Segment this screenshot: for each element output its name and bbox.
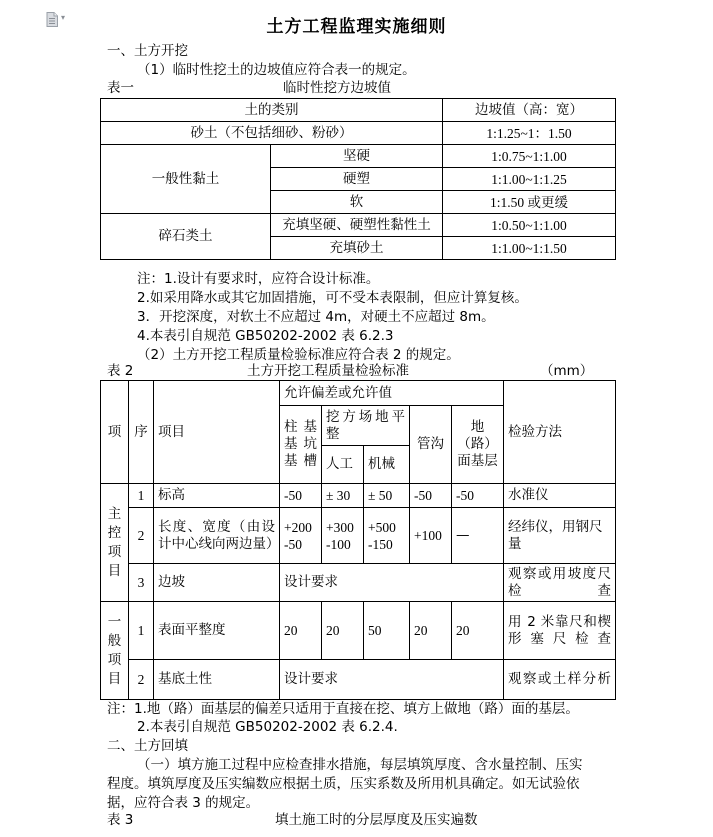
table2-cell-name: 长度、宽度（由设计中心线向两边量） — [154, 508, 280, 564]
table2-cell-pile: -50 — [280, 484, 322, 508]
table1-cell-gravel-value: 1:1.00~1:1.50 — [443, 237, 616, 260]
table1-cell-sand-value: 1:1.25~1：1.50 — [443, 122, 616, 145]
backfill-paragraph-line: （一）填方施工过程中应检查排水措施，每层填筑厚度、含水量控制、压实 — [137, 757, 583, 773]
table2-cell-ditch: +100 — [410, 508, 452, 564]
table2-cell-manual: ± 30 — [322, 484, 364, 508]
table2-cell-name: 标高 — [154, 484, 280, 508]
table2-cell-name: 边坡 — [154, 564, 280, 602]
table1-cell-clay-value: 1:0.75~1:1.00 — [443, 145, 616, 168]
table2-cell-method: 用 2 米靠尺和楔形塞尺检查 — [504, 602, 616, 660]
table2-cell-seq: 3 — [129, 564, 154, 602]
table2-label: 表 2 — [107, 363, 134, 379]
table2-group-general: 一般项目 — [101, 602, 129, 700]
table2-cell-method: 水准仪 — [504, 484, 616, 508]
table2-cell-seq: 2 — [129, 660, 154, 700]
table1-head-slope: 边坡值（高：宽） — [443, 99, 616, 122]
slope-table — [100, 98, 616, 260]
section-heading-backfill: 二、土方回填 — [107, 738, 188, 754]
table2-head-item: 项 — [101, 381, 129, 484]
table2-cell-machine: +500 -150 — [364, 508, 410, 564]
table2-cell-name: 基底土性 — [154, 660, 280, 700]
table1-cell-gravel-type: 充填坚硬、硬塑性黏性土 — [271, 214, 443, 237]
document-title: 土方工程监理实施细则 — [266, 17, 447, 37]
table3-title: 填土施工时的分层厚度及压实遍数 — [275, 812, 478, 828]
paragraph-item-1: （1）临时性挖土的边坡值应符合表一的规定。 — [137, 62, 416, 78]
table1-note: 3．开挖深度，对软土不应超过 4m，对硬土不应超过 8m。 — [137, 309, 495, 325]
table2-cell-machine: 50 — [364, 602, 410, 660]
caret-down-icon[interactable]: ▾ — [61, 13, 66, 22]
table2-cell-pile: 20 — [280, 602, 322, 660]
table1-cell-gravel: 碎石类土 — [101, 214, 271, 260]
table1-cell-clay-type: 硬塑 — [271, 168, 443, 191]
table2-cell-method: 经纬仪，用钢尺量 — [504, 508, 616, 564]
table1-cell-clay-type: 坚硬 — [271, 145, 443, 168]
table2-head-manual: 人工 — [322, 446, 364, 484]
backfill-paragraph-line: 程度。填筑厚度及压实编数应根据土质，压实系数及所用机具确定。如无试验依 — [107, 776, 580, 792]
table2-head-machine: 机械 — [364, 446, 410, 484]
table3-label: 表 3 — [107, 812, 134, 828]
table2-head-site: 挖方场地平整 — [322, 406, 410, 446]
backfill-paragraph-line: 据，应符合表 3 的规定。 — [107, 795, 260, 811]
table2-cell-method: 观察或用坡度尺检查 — [504, 564, 616, 602]
table2-cell-ditch: 20 — [410, 602, 452, 660]
quality-standard-table — [100, 380, 616, 700]
table2-cell-road: — — [452, 508, 504, 564]
table2-cell-seq: 1 — [129, 602, 154, 660]
table1-cell-clay-value: 1:1.00~1:1.25 — [443, 168, 616, 191]
table1-cell-clay-type: 软 — [271, 191, 443, 214]
table2-head-allow: 允许偏差或允许值 — [280, 381, 504, 406]
table2-title: 土方开挖工程质量检验标准 — [247, 363, 409, 379]
table1-head-soil: 土的类别 — [101, 99, 443, 122]
table2-cell-seq: 1 — [129, 484, 154, 508]
paragraph-item-2: （2）土方开挖工程质量检验标准应符合表 2 的规定。 — [137, 347, 460, 363]
table2-head-name: 项目 — [154, 381, 280, 484]
table2-cell-design: 设计要求 — [280, 564, 504, 602]
table2-head-road: 地（路）面基层 — [452, 406, 504, 484]
table1-cell-gravel-value: 1:0.50~1:1.00 — [443, 214, 616, 237]
table2-cell-machine: ± 50 — [364, 484, 410, 508]
table2-unit: （mm） — [540, 363, 594, 379]
table2-cell-manual: 20 — [322, 602, 364, 660]
table1-cell-clay: 一般性黏土 — [101, 145, 271, 214]
table1-note: 4.本表引自规范 GB50202-2002 表 6.2.3 — [137, 328, 394, 344]
table2-cell-road: 20 — [452, 602, 504, 660]
table2-note: 2.本表引自规范 GB50202-2002 表 6.2.4. — [137, 719, 398, 735]
table2-head-ditch: 管沟 — [410, 406, 452, 484]
table1-label: 表一 — [107, 80, 134, 96]
table1-title: 临时性挖方边坡值 — [283, 80, 391, 96]
table2-cell-method: 观察或土样分析 — [504, 660, 616, 700]
table2-head-pile: 柱基基坑基槽 — [280, 406, 322, 484]
table1-cell-gravel-type: 充填砂土 — [271, 237, 443, 260]
table2-cell-road: -50 — [452, 484, 504, 508]
table2-cell-seq: 2 — [129, 508, 154, 564]
table2-cell-ditch: -50 — [410, 484, 452, 508]
table1-cell-clay-value: 1:1.50 或更缓 — [443, 191, 616, 214]
table1-note: 注：1.设计有要求时，应符合设计标准。 — [137, 271, 380, 287]
table2-cell-manual: +300 -100 — [322, 508, 364, 564]
table2-group-main: 主控项目 — [101, 484, 129, 602]
table2-cell-pile: +200 -50 — [280, 508, 322, 564]
table2-head-method: 检验方法 — [504, 381, 616, 484]
table2-head-seq: 序 — [129, 381, 154, 484]
table2-note: 注：1.地（路）面基层的偏差只适用于直接在挖、填方上做地（路）面的基层。 — [107, 701, 579, 717]
table2-cell-name: 表面平整度 — [154, 602, 280, 660]
table1-note: 2.如采用降水或其它加固措施，可不受本表限制，但应计算复核。 — [137, 290, 528, 306]
table2-cell-design: 设计要求 — [280, 660, 504, 700]
table1-cell-sand: 砂土（不包括细砂、粉砂） — [101, 122, 443, 145]
section-heading-excavation: 一、土方开挖 — [107, 43, 188, 59]
